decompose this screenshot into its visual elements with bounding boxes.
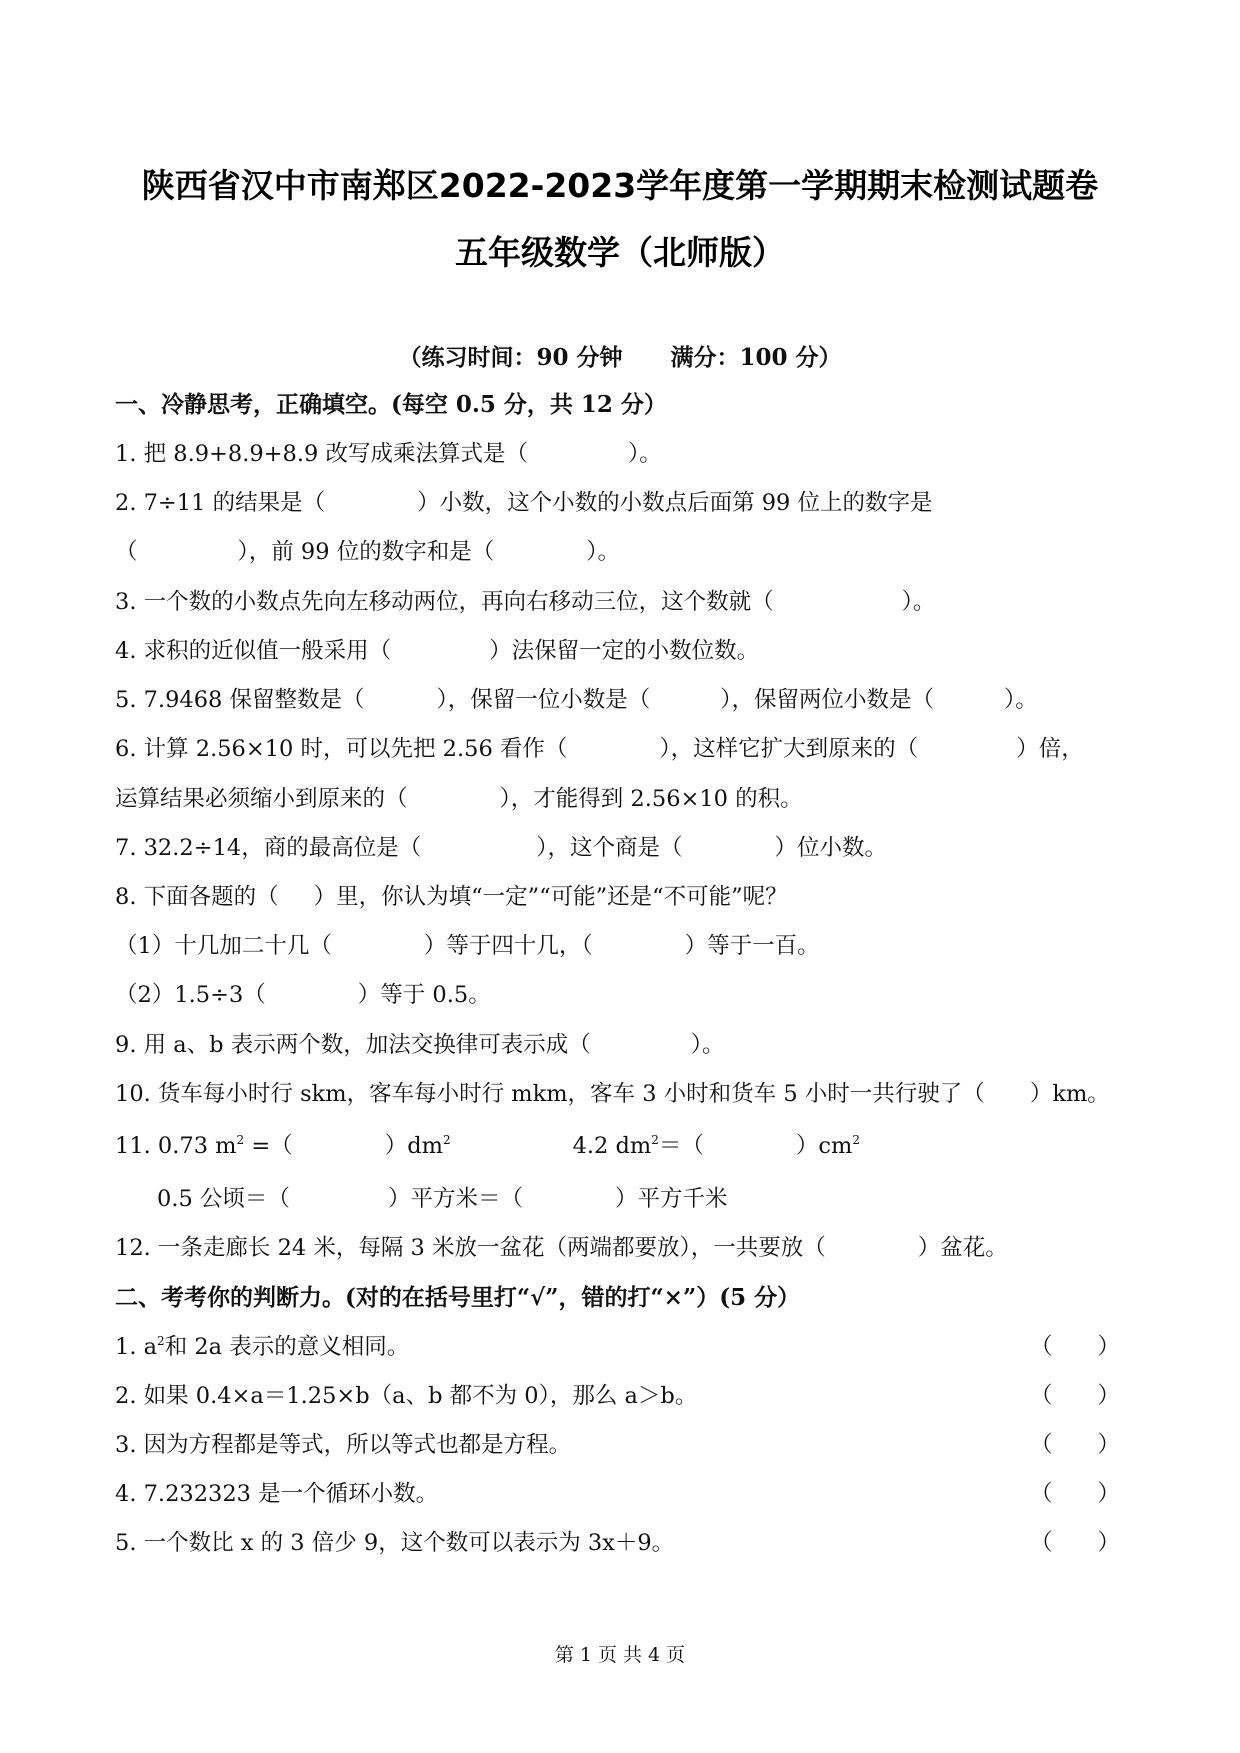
- document-subtitle: 五年级数学（北师版）: [455, 233, 785, 272]
- question-8: 8. 下面各题的（ ）里，你认为填“一定”“可能”还是“不可能”呢？: [115, 884, 788, 910]
- judge-5: 5. 一个数比 x 的 3 倍少 9，这个数可以表示为 3x＋9。: [115, 1530, 675, 1556]
- question-3: 3. 一个数的小数点先向左移动两位，再向右移动三位，这个数就（ ）。: [115, 589, 936, 615]
- time-info: （练习时间：90 分钟: [398, 344, 623, 371]
- question-6-line-2: 运算结果必须缩小到原来的（ ），才能得到 2.56×10 的积。: [115, 786, 803, 812]
- question-1: 1. 把 8.9+8.9+8.9 改写成乘法算式是（ ）。: [115, 441, 662, 467]
- judge-1: 1. $a^2$和 2a 表示的意义相同。: [115, 1334, 410, 1360]
- question-6: 6. 计算 2.56×10 时，可以先把 2.56 看作（ ），这样它扩大到原来的（ ）倍，: [115, 736, 1084, 762]
- judge-4: 4. 7.232323 是一个循环小数。: [115, 1481, 439, 1507]
- section-2-heading: 二、考考你的判断力。(对的在括号里打“√”，错的打“×”）(5 分）: [115, 1284, 801, 1311]
- question-2: 2. 7÷11 的结果是（ ）小数，这个小数的小数点后面第 99 位上的数字是: [115, 490, 933, 516]
- page-footer: 第 1 页 共 4 页: [554, 1644, 686, 1666]
- question-10: 10. 货车每小时行 skm，客车每小时行 mkm，客车 3 小时和货车 5 小时一共行驶了（ ）km。: [115, 1081, 1110, 1107]
- question-12: 12. 一条走廊长 24 米，每隔 3 米放一盆花（两端都要放），一共要放（ ）盆花。: [115, 1235, 1008, 1261]
- question-8-2: （2）1.5÷3（ ）等于 0.5。: [115, 982, 491, 1008]
- answer-bracket[interactable]: （ ）: [1030, 1383, 1121, 1409]
- section-1-heading: 一、冷静思考，正确填空。(每空 0.5 分，共 12 分）: [115, 391, 667, 418]
- judge-2: 2. 如果 0.4×a＝1.25×b（a、b 都不为 0），那么 a＞b。: [115, 1383, 698, 1409]
- document-title: 陕西省汉中市南郑区2022-2023学年度第一学期期末检测试题卷: [141, 166, 1099, 205]
- question-4: 4. 求积的近似值一般采用（ ）法保留一定的小数位数。: [115, 638, 760, 664]
- answer-bracket[interactable]: （ ）: [1030, 1432, 1121, 1458]
- answer-bracket[interactable]: （ ）: [1030, 1481, 1121, 1507]
- question-11: 11. 0.73 $m^2$ =（ ）$dm^2$ 4.2 $dm^2=$（ ）$cm^2$: [115, 1133, 860, 1159]
- judge-3: 3. 因为方程都是等式，所以等式也都是方程。: [115, 1432, 572, 1458]
- answer-bracket[interactable]: （ ）: [1030, 1530, 1121, 1556]
- score-info: 满分：100 分）: [670, 344, 842, 371]
- question-8-1: （1）十几加二十几（ ）等于四十几，（ ）等于一百。: [115, 933, 820, 959]
- question-2-line-2: （ ），前 99 位的数字和是（ ）。: [115, 539, 620, 565]
- answer-bracket[interactable]: （ ）: [1030, 1334, 1121, 1360]
- exam-info: [0, 339, 1240, 372]
- question-5: 5. 7.9468 保留整数是（ ），保留一位小数是（ ），保留两位小数是（ ）。: [115, 687, 1038, 713]
- question-11-line-2: 0.5 公顷＝（ ）平方米＝（ ）平方千米: [157, 1186, 728, 1212]
- question-9: 9. 用 a、b 表示两个数，加法交换律可表示成（ ）。: [115, 1032, 725, 1058]
- question-7: 7. 32.2÷14，商的最高位是（ ），这个商是（ ）位小数。: [115, 835, 887, 861]
